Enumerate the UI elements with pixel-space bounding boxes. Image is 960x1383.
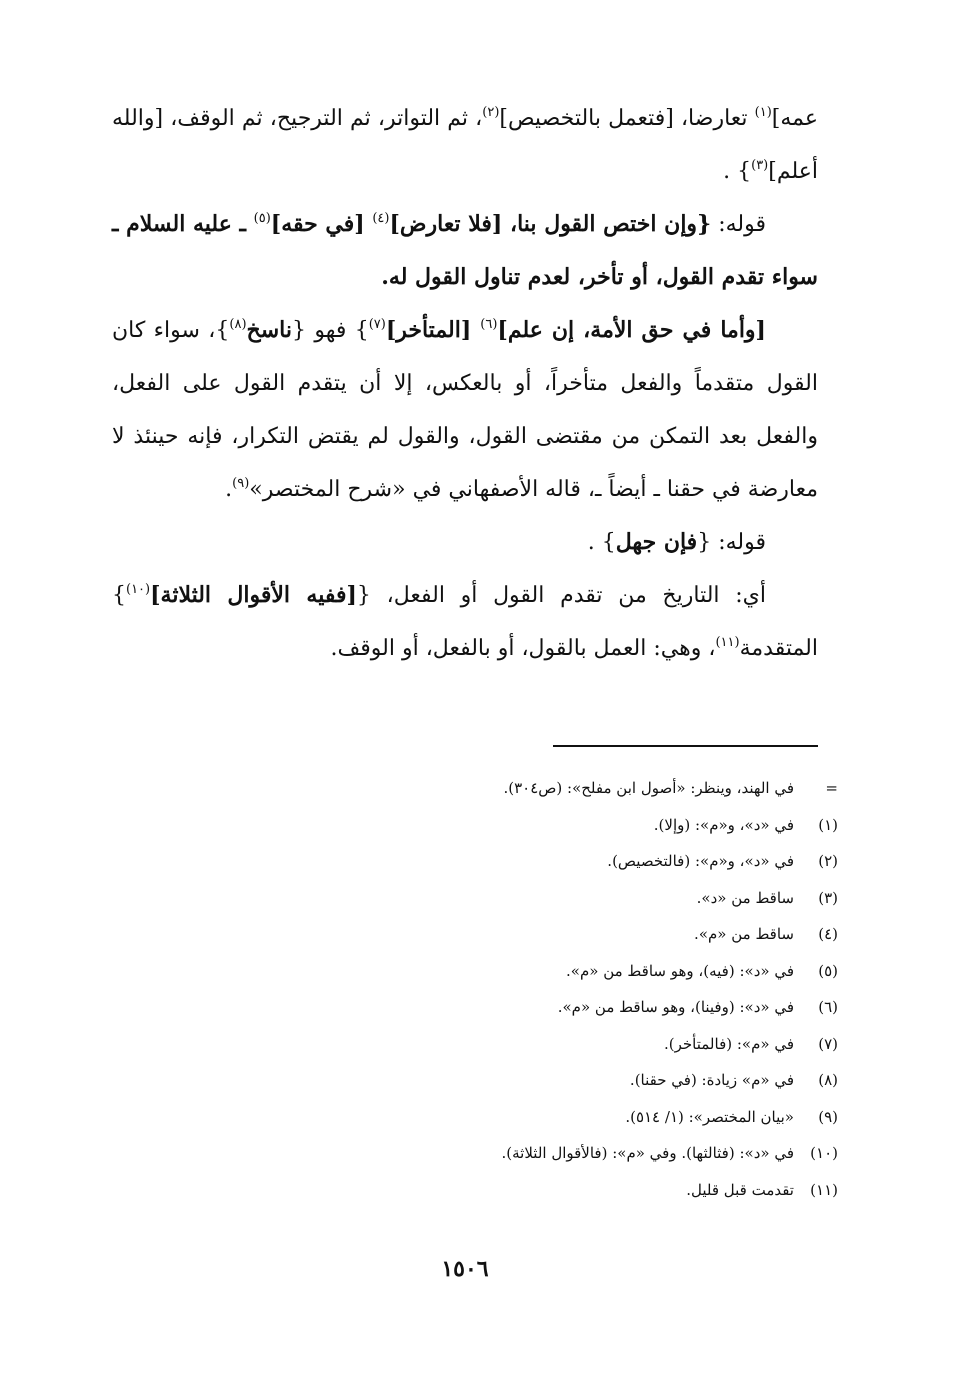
footnote-text: في «د»، و«م»: (وإلا). <box>653 815 794 834</box>
footnote-ref: (٥) <box>253 211 271 226</box>
footnote-text: في «د»: (فيه)، وهو ساقط من «م». <box>566 961 794 980</box>
text-run: عمه] <box>771 106 818 131</box>
footnote-separator <box>553 745 818 747</box>
footnote-text: «بيان المختصر»: (١/ ٥١٤). <box>625 1107 794 1126</box>
bold-run: [في حقه] <box>270 211 373 237</box>
footnotes <box>300 770 838 1208</box>
footnote-text: في «د»، و«م»: (فالتخصيص). <box>607 852 794 870</box>
footnote-item <box>300 953 838 990</box>
footnote-text: في «د»: (فثالثها). وفي «م»: (فالأقوال الثلاثة). <box>501 1144 794 1162</box>
paragraph-1 <box>112 92 818 198</box>
footnote-item <box>300 880 838 917</box>
footnote-number: (٨) <box>818 1071 838 1089</box>
footnote-text: في «م»: (فالمتأخر). <box>663 1034 794 1053</box>
footnote-text: في «د»: (وفينا)، وهو ساقط من «م». <box>557 998 794 1016</box>
footnote-item <box>300 1099 838 1136</box>
paragraph-4 <box>112 516 818 569</box>
footnote-item <box>300 1026 838 1063</box>
footnote-ref: (٧) <box>368 317 386 332</box>
footnote-number: (١١) <box>810 1180 838 1199</box>
footnote-number: (٢) <box>818 852 838 870</box>
footnote-item <box>300 1172 838 1209</box>
footnote-ref: (١) <box>754 105 772 120</box>
text-run: } . <box>587 530 616 555</box>
bold-run: فإن جهل <box>615 529 698 555</box>
footnote-text: ساقط من «م». <box>694 925 794 943</box>
footnote-number: (٩) <box>818 1107 838 1126</box>
text-run: ، وهي: العمل بالقول، أو بالفعل، أو الوقف. <box>330 636 716 661</box>
footnote-ref: (١٠) <box>126 582 151 597</box>
footnote-number: (٤) <box>818 925 838 943</box>
footnote-ref: (١١) <box>715 635 740 650</box>
page-number: ١٥٠٦ <box>441 1256 489 1282</box>
footnote-text: ساقط من «د». <box>696 888 794 907</box>
footnote-number: (٥) <box>818 961 838 980</box>
footnote-item <box>300 1135 838 1172</box>
footnote-ref: (٦) <box>480 317 498 332</box>
paragraph-5 <box>112 569 818 675</box>
footnote-ref: (٣) <box>751 158 769 173</box>
paragraph-2 <box>112 198 818 304</box>
text-run: } المتقدمة <box>112 583 818 661</box>
footnote-number: = <box>825 779 838 797</box>
footnote-number: (١) <box>818 815 838 834</box>
footnote-text: تقدمت قبل قليل. <box>686 1180 794 1199</box>
bold-run: ـ عليه السلام ـ سواء تقدم القول، أو تأخر، لعدم تناول القول له. <box>112 211 818 290</box>
text-run: قوله: <box>711 212 767 237</box>
main-text <box>112 92 818 675</box>
footnote-ref: (٢) <box>482 105 500 120</box>
bold-run: {وإن اختص القول بنا، [فلا تعارض] <box>389 211 712 237</box>
footnote-number: (١٠) <box>810 1144 838 1162</box>
footnote-item <box>300 807 838 844</box>
footnote-item <box>300 989 838 1026</box>
footnote-number: (٧) <box>818 1034 838 1053</box>
text-run: ، ثم التواتر، ثم الترجيح، ثم الوقف، [والله أعلم] <box>112 106 818 184</box>
text-run: تعارضا، [فتعمل بالتخصيص] <box>499 106 755 131</box>
footnote-number: (٦) <box>818 998 838 1016</box>
text-run: قوله: { <box>697 530 766 555</box>
footnote-ref: (٤) <box>372 211 390 226</box>
footnote-ref: (٨) <box>229 317 247 332</box>
bold-run: ناسخ <box>246 317 292 343</box>
text-run: أي: التاريخ من تقدم القول أو الفعل، { <box>356 583 766 608</box>
bold-run: [وأما في حق الأمة، إن علم] <box>497 317 766 343</box>
footnote-item <box>300 770 838 807</box>
bold-run: [المتأخر] <box>385 317 481 343</box>
footnote-item <box>300 916 838 953</box>
footnote-text: في الهند، وينظر: «أصول ابن مفلح»: (ص٣٠٤). <box>503 779 794 797</box>
text-run: . <box>225 477 233 502</box>
footnote-item <box>300 1062 838 1099</box>
text-run: } . <box>723 159 752 184</box>
footnote-text: في «م» زيادة: (في حقنا). <box>629 1071 794 1089</box>
bold-run: [ففيه الأقوال الثلاثة] <box>150 582 357 608</box>
footnote-item <box>300 843 838 880</box>
text-run: }، سواء كان القول متقدماً والفعل متأخراً، أو بالعكس، إلا أن يتقدم القول على الفعل، والفعل بعد التمكن من مقتضى القول، والقول لم يقتض التكرار، فإنه حينئذ لا معارضة في حقنا ـ أيضاً ـ، قاله الأصفهاني في «شرح المختصر» <box>112 318 819 502</box>
footnote-ref: (٩) <box>232 476 250 491</box>
text-run: } فهو { <box>291 318 369 343</box>
footnote-number: (٣) <box>818 888 838 907</box>
paragraph-3 <box>112 304 818 516</box>
